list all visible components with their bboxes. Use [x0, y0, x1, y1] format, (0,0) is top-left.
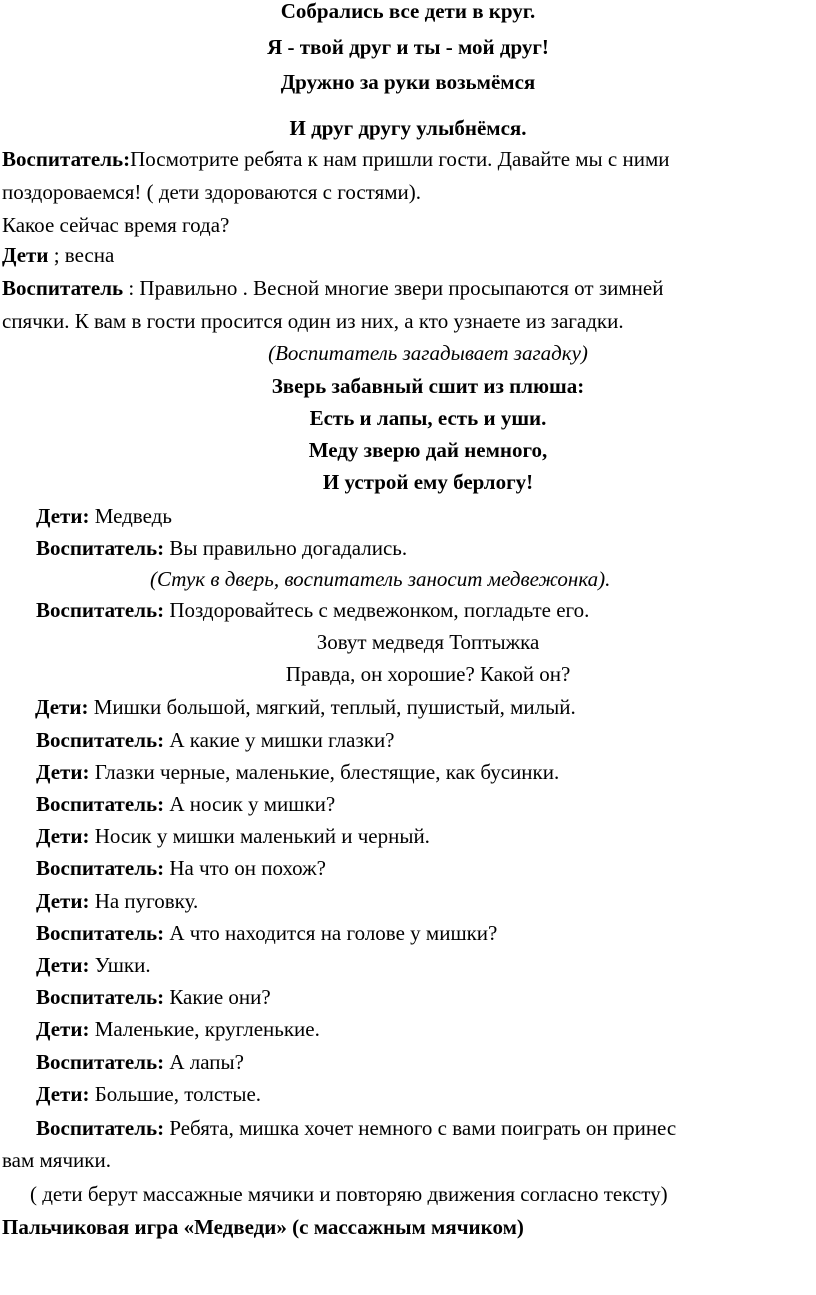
speaker-label: Дети	[2, 243, 49, 267]
dialog-line	[35, 694, 576, 720]
poem-line-2: Я - твой друг и ты - мой друг!	[267, 35, 549, 59]
poem-line-1: Собрались все дети в круг.	[280, 0, 536, 23]
speaker-label: Дети:	[36, 889, 90, 913]
bear-name-line: Зовут медведя Топтыжка	[316, 630, 540, 654]
speaker-label: Воспитатель:	[36, 792, 165, 816]
speaker-label: Воспитатель:	[36, 1116, 165, 1140]
speech-text: Какие они?	[164, 985, 271, 1009]
dialog-line	[36, 920, 497, 946]
dialog-line	[36, 888, 198, 914]
riddle-line-4: И устрой ему берлогу!	[322, 470, 534, 494]
speech-text: А какие у мишки глазки?	[164, 728, 395, 752]
dialog-line	[36, 759, 559, 785]
speech-text: Ушки.	[89, 953, 151, 977]
speech-text: На что он похож?	[164, 856, 326, 880]
speech-text: А что находится на голове у мишки?	[164, 921, 498, 945]
speaker-label: Дети:	[36, 953, 90, 977]
riddle-line-3: Меду зверю дай немного,	[308, 438, 548, 462]
speaker-label: Дети:	[36, 760, 90, 784]
speaker-label: Воспитатель:	[36, 1050, 165, 1074]
poem-line-4: И друг другу улыбнёмся.	[289, 116, 527, 140]
speech-text: Носик у мишки маленький и черный.	[89, 824, 430, 848]
finger-game-title: Пальчиковая игра «Медведи» (с массажным мячиком)	[2, 1215, 524, 1239]
speaker-label: Дети:	[36, 1017, 90, 1041]
paragraph-spring	[2, 275, 663, 301]
speaker-label: Воспитатель:	[2, 147, 131, 171]
speaker-label: Воспитатель:	[36, 536, 165, 560]
speaker-label: Воспитатель:	[36, 921, 165, 945]
speech-text: Маленькие, кругленькие.	[89, 1017, 320, 1041]
paragraph-spring-cont: спячки. К вам в гости просится один из них, а кто узнаете из загадки.	[2, 309, 624, 333]
dialog-line	[36, 984, 271, 1010]
stage-direction-door: (Стук в дверь, воспитатель заносит медвежонка).	[150, 567, 611, 591]
speech-text: Глазки черные, маленькие, блестящие, как бусинки.	[89, 760, 560, 784]
poem-line-3: Дружно за руки возьмёмся	[280, 70, 536, 94]
bear-question-line: Правда, он хорошие? Какой он?	[285, 662, 571, 686]
paragraph-greeting	[2, 146, 670, 172]
paragraph-play	[36, 1115, 676, 1141]
speech-text: Большие, толстые.	[89, 1082, 262, 1106]
dialog-line	[36, 727, 395, 753]
speaker-label: Воспитатель:	[36, 728, 165, 752]
speaker-label: Дети:	[36, 824, 90, 848]
speech-text: Мишки большой, мягкий, теплый, пушистый, милый.	[88, 695, 576, 719]
dialog-line	[36, 597, 589, 623]
speaker-label: Дети:	[35, 695, 89, 719]
speech-text: : Правильно . Весной многие звери просыпаются от зимней	[123, 276, 664, 300]
speaker-label: Воспитатель:	[36, 598, 165, 622]
speaker-label: Воспитатель:	[36, 856, 165, 880]
dialog-line	[36, 1081, 261, 1107]
riddle-line-2: Есть и лапы, есть и уши.	[309, 406, 547, 430]
speech-text: Ребята, мишка хочет немного с вами поиграть он принес	[164, 1116, 677, 1140]
speech-text: Посмотрите ребята к нам пришли гости. Давайте мы с ними	[130, 147, 670, 171]
riddle-line-1: Зверь забавный сшит из плюша:	[271, 374, 585, 398]
paragraph-greeting-cont: поздороваемся! ( дети здороваются с гостями).	[2, 180, 422, 204]
speaker-label: Воспитатель	[2, 276, 124, 300]
action-line: ( дети берут массажные мячики и повторяю движения согласно тексту)	[30, 1182, 668, 1206]
speech-text: Медведь	[89, 504, 172, 528]
speech-text: А носик у мишки?	[164, 792, 336, 816]
dialog-line	[36, 855, 326, 881]
paragraph-play-cont: вам мячики.	[2, 1148, 111, 1172]
stage-direction-riddle: (Воспитатель загадывает загадку)	[268, 341, 588, 365]
answer-season	[2, 242, 114, 268]
speech-text: На пуговку.	[89, 889, 199, 913]
speaker-label: Дети:	[36, 1082, 90, 1106]
dialog-line	[36, 1049, 244, 1075]
speech-text: Поздоровайтесь с медвежонком, погладьте его.	[164, 598, 590, 622]
speaker-label: Дети:	[36, 504, 90, 528]
dialog-line	[36, 952, 151, 978]
speech-text: А лапы?	[164, 1050, 244, 1074]
speaker-label: Воспитатель:	[36, 985, 165, 1009]
dialog-line	[36, 503, 172, 529]
dialog-line	[36, 791, 335, 817]
dialog-line	[36, 823, 430, 849]
speech-text: Вы правильно догадались.	[164, 536, 408, 560]
speech-text: ; весна	[48, 243, 115, 267]
dialog-line	[36, 535, 407, 561]
question-season: Какое сейчас время года?	[2, 213, 230, 237]
dialog-line	[36, 1016, 320, 1042]
